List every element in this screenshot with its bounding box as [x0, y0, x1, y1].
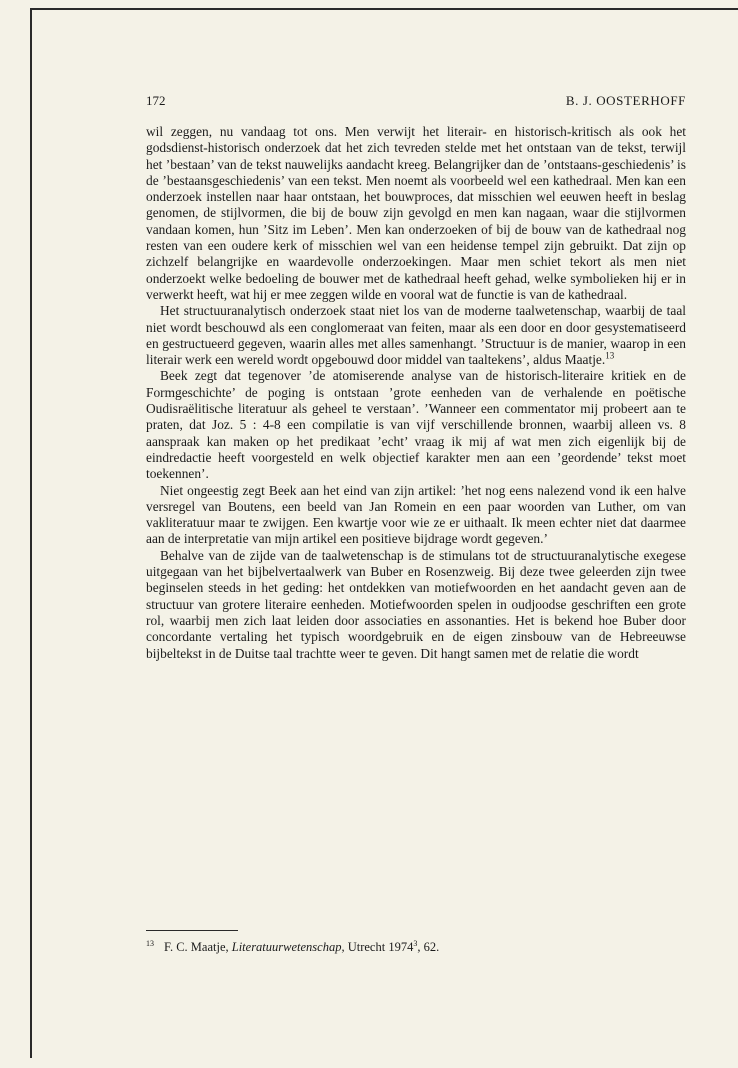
paragraph: [146, 483, 686, 548]
paragraph-text: Niet ongeestig zegt Beek aan het eind van zijn artikel: ’het nog eens nalezend vond ik een halve versregel van Boutens, een beeld van Jan Romein en een paar woorden van Luther, om van vakliteratuur maar te zwijgen. Een kwartje voor wie ze er uithaalt. Ik meen echter niet dat daarmee aan de interpretatie van mijn artikel een positieve bijdrage wordt gegeven.’: [146, 482, 686, 547]
footnote: [146, 940, 686, 955]
footnote-pages: , 62.: [417, 940, 440, 954]
footnote-edition: 3: [413, 938, 418, 948]
paragraph: [146, 303, 686, 368]
paragraph-text: Beek zegt dat tegenover ’de atomiserende analyse van de historisch-literaire kritiek en de Formgeschichte’ de poging is ontstaan ’grote eenheden van de verhalende en poëtische Oudisraëlitische literatuur als geheel te verstaan’. ’Wanneer een commentator mij probeert aan te praten, dat Joz. 5 : 4-8 een compilatie is van vijf verschillende bronnen, waarbij alleen vs. 8 aanspraak kan maken op het predikaat ’echt’ vraag ik mij af wat men zich eigenlijk bij de eindredactie heeft voorgesteld en welk objectief karakter men aan een ’geordende’ tekst moet toekennen’.: [146, 368, 686, 482]
footnote-separator: [146, 930, 238, 931]
footnote-title: Literatuurwetenschap,: [231, 940, 345, 954]
paragraph: [146, 548, 686, 662]
scan-edge-top: [30, 8, 738, 10]
paragraph-text: Behalve van de zijde van de taalwetenschap is de stimulans tot de structuuranalytische exegese uitgegaan van het bijbelvertaalwerk van Buber en Rosenzweig. Bij deze twee geleerden zijn twee beginselen steeds in het geding: het ontdekken van motiefwoorden en het aandacht geven aan de structuur van grotere literaire eenheden. Motiefwoorden spelen in oudjoodse geschriften een grote rol, waarbij men zich laat leiden door associaties en assonanties. Het is bekend hoe Buber door concordante vertaling het typisch woordgebruik en de eigen zinsbouw van de Hebreeuwse bijbeltekst in de Duitse taal trachtte weer te geven. Dit hangt samen met de relatie die wordt: [146, 547, 686, 661]
paragraph: [146, 124, 686, 303]
footnote-author: F. C. Maatje,: [164, 940, 229, 954]
footnote-place: Utrecht 1974: [347, 940, 414, 954]
running-head: [146, 93, 686, 111]
running-head-author: B. J. OOSTERHOFF: [565, 93, 686, 108]
page-number: 172: [146, 93, 166, 108]
scan-edge-left: [30, 8, 32, 1058]
paragraph-text: Het structuuranalytisch onderzoek staat niet los van de moderne taalwetenschap, waarbij de taal niet wordt beschouwd als een conglomeraat van feiten, maar als een door en door gesystematiseerd en gestructueerd gegeven, waarin alles met alles samenhangt. ’Structuur is de manier, waarop in een literair werk een wereld wordt opgebouwd door middel van taaltekens’, aldus Maatje.: [146, 303, 686, 368]
body-text: [146, 124, 686, 662]
paragraph-text: wil zeggen, nu vandaag tot ons. Men verwijt het literair- en historisch-kritisch als ook het godsdienst-historisch onderzoek dat het zich tevreden stelde met het ontstaan van de tekst, terwijl het ’bestaan’ van de tekst nauwelijks aandacht kreeg. Belangrijker dan de ’ontstaans-geschiedenis’ is de ’bestaansgeschiedenis’ van een tekst. Men noemt als voorbeeld wel een kathedraal. Men kan een onderzoek instellen naar haar ontstaan, het bouwproces, dat misschien wel eeuwen heeft in beslag genomen, de stijlvormen, die bij de bouw zijn gevolgd en men kan nagaan, waar die stijlvormen vandaan komen, hun ’Sitz im Leben’. Men kan onderzoeken of bij de bouw van de kathedraal nog resten van een oudere kerk of misschien wel van een heidense tempel zijn gebruikt. Dat zijn op zichzelf belangrijke en waardevolle onderzoekingen. Maar men schiet tekort als men niet onderzoekt welke bedoeling de bouwer met de kathedraal heeft gehad, welke symbolieken hij er in verwerkt heeft, wat hij er mee zeggen wilde en vooral wat de functie is van de kathedraal.: [146, 124, 686, 302]
footnote-reference: 13: [605, 350, 615, 361]
paragraph: [146, 368, 686, 482]
footnote-number: 13: [146, 938, 154, 948]
